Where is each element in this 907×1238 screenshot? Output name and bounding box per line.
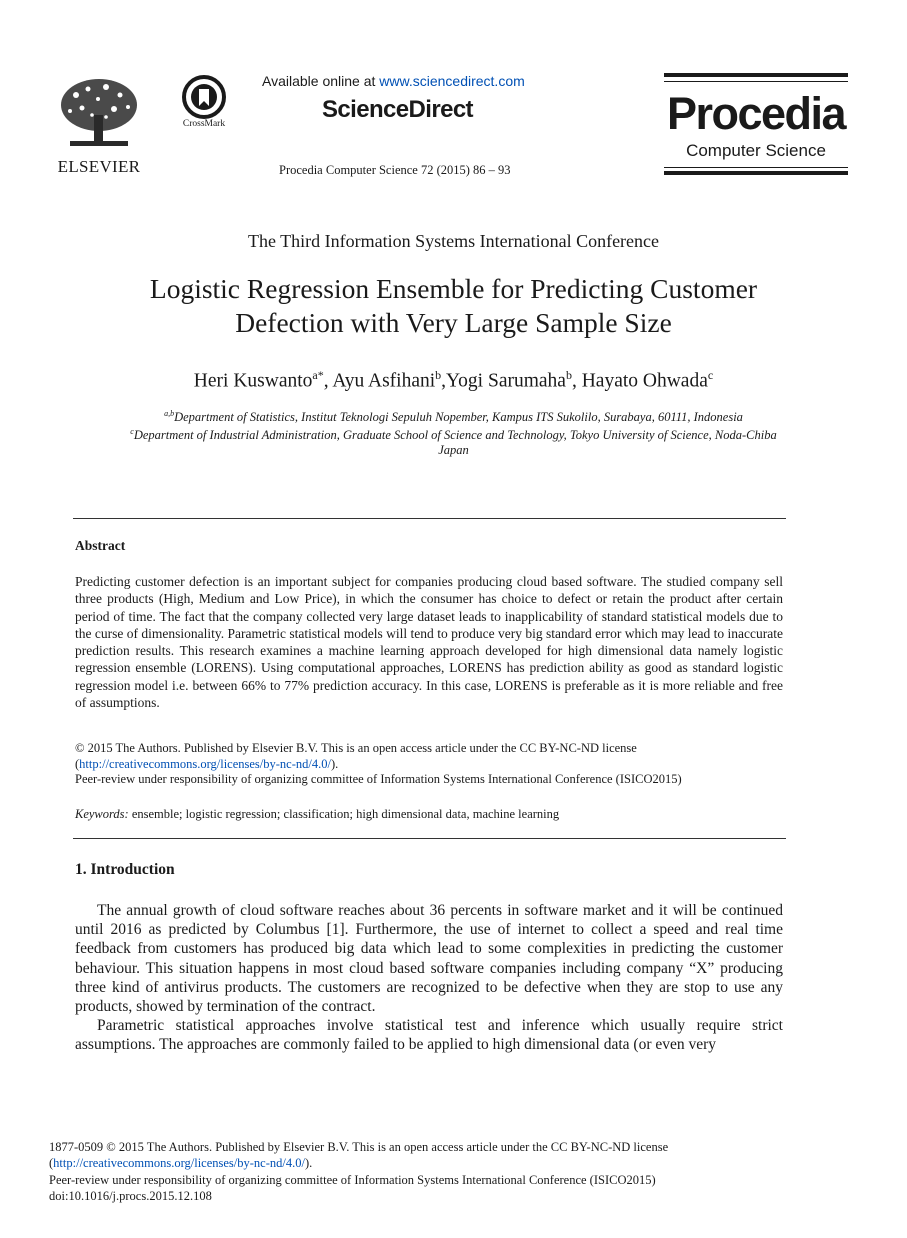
author-affiliation-mark: c — [707, 368, 714, 382]
section-heading-introduction: 1. Introduction — [75, 861, 175, 878]
crossmark-label: CrossMark — [182, 119, 226, 129]
copyright-license-line — [75, 757, 682, 773]
crossmark-icon — [182, 75, 226, 119]
crossmark-badge[interactable] — [176, 75, 232, 133]
author-name: Hayato Ohwada — [581, 370, 708, 392]
procedia-wordmark: Procedia — [666, 88, 846, 139]
paper-title — [0, 272, 907, 340]
author-name: Yogi Sarumaha — [446, 370, 566, 392]
page-footer — [49, 1139, 668, 1204]
author-separator: , — [323, 370, 333, 392]
title-line-1: Logistic Regression Ensemble for Predicting Customer — [149, 273, 758, 304]
procedia-rule-top-thick — [664, 73, 848, 77]
footer-license-link[interactable]: http://creativecommons.org/licenses/by-nc-nd/4.0/ — [53, 1156, 305, 1171]
author-separator: , — [571, 370, 582, 392]
abstract-text: Predicting customer defection is an important subject for companies producing cloud based software. The studied company sell three products (High, Medium and Low Price), in which the consumer has choice to defect or retain the product after certain period of time. The fact that the company collected very large dataset leads to inapplicability of standard statistical models due to the curse of dimensionality. Parametric statistical models will tend to produce very big standard error which may lead to inaccurate prediction results. This research examines a machine learning approach developed for high dimensional data namely logistic regression ensemble (LORENS). Using computational approaches, LORENS has prediction ability as good as standard logistic regression model i.e. between 66% to 77% prediction accuracy. In this case, LORENS is preferable as it is more reliable and free of assumptions. — [75, 574, 783, 711]
procedia-rule-bottom-thick — [664, 171, 848, 175]
paren-open: ( — [49, 1156, 54, 1171]
procedia-rule-bottom-thin — [664, 167, 848, 168]
keywords-text: ensemble; logistic regression; classification; high dimensional data, machine learning — [128, 807, 560, 821]
affiliation-country: Japan — [438, 443, 469, 457]
conference-name: The Third Information Systems International Conference — [247, 231, 660, 251]
paren-close: ). — [330, 756, 339, 771]
footer-license-line — [49, 1155, 668, 1171]
peer-review-line: Peer-review under responsibility of organizing committee of Information Systems International Conference (ISICO2015) — [75, 772, 682, 786]
publisher-name: ELSEVIER — [57, 157, 141, 176]
intro-paragraph-1: The annual growth of cloud software reaches about 36 percents in software market and it will be continued until 2016 as predicted by Columbus [1]. Furthermore, the use of internet to collect a speed and real time feedback from customers has produced big data which lead to some complexities in predicting the customer behaviour. This situation happens in most cloud based software companies including company “X” producing three kind of antivirus products. The customers are recognized to be defective when they are stop to use any products, showed by termination of the contract. — [75, 902, 783, 1016]
sciencedirect-link[interactable]: www.sciencedirect.com — [379, 73, 525, 89]
title-line-2: Defection with Very Large Sample Size — [235, 307, 672, 338]
abstract-heading: Abstract — [75, 538, 126, 553]
footer-doi: doi:10.1016/j.procs.2015.12.108 — [49, 1188, 212, 1203]
affiliation-c — [0, 427, 907, 443]
sciencedirect-wordmark: ScienceDirect — [322, 96, 473, 123]
procedia-subtitle: Computer Science — [686, 141, 826, 160]
intro-paragraph-2: Parametric statistical approaches involve statistical test and inference which usually require strict assumptions. The approaches are commonly failed to be applied to high dimensional data (or even very — [75, 1017, 783, 1054]
affiliation-mark: c — [130, 427, 134, 436]
procedia-logo — [664, 73, 848, 175]
license-link[interactable]: http://creativecommons.org/licenses/by-nc-nd/4.0/ — [79, 756, 331, 771]
elsevier-logo — [50, 75, 148, 175]
affiliation-text: Department of Statistics, Institut Teknologi Sepuluh Nopember, Kampus ITS Sukolilo, Surabaya, 60111, Indonesia — [174, 410, 743, 425]
divider-bottom — [73, 838, 786, 839]
author-list — [0, 368, 907, 393]
paren-close: ). — [304, 1156, 313, 1171]
available-prefix: Available online at — [262, 73, 380, 89]
keywords — [75, 807, 559, 822]
elsevier-tree-icon — [56, 75, 142, 153]
footer-peer-review: Peer-review under responsibility of organizing committee of Information Systems International Conference (ISICO2015) — [49, 1172, 656, 1187]
author-affiliation-mark: a* — [312, 368, 324, 382]
paren-open: ( — [75, 756, 80, 771]
affiliation-ab — [0, 409, 907, 425]
procedia-rule-top-thin — [664, 81, 848, 82]
journal-reference: Procedia Computer Science 72 (2015) 86 – 93 — [279, 163, 511, 177]
copyright-notice — [75, 741, 682, 788]
affiliation-text: Department of Industrial Administration, Graduate School of Science and Technology, Tokyo University of Science, Noda-Chiba — [133, 428, 777, 443]
author-affiliation-mark: b — [435, 368, 442, 382]
available-online — [262, 73, 525, 89]
author-name: Ayu Asfihani — [332, 370, 436, 392]
copyright-line: © 2015 The Authors. Published by Elsevier B.V. This is an open access article under the CC BY-NC-ND license — [75, 741, 637, 755]
author-name: Heri Kuswanto — [193, 370, 313, 392]
keywords-label: Keywords: — [75, 807, 129, 821]
author-separator: , — [441, 370, 447, 392]
footer-copyright: 1877-0509 © 2015 The Authors. Published by Elsevier B.V. This is an open access article under the CC BY-NC-ND license — [49, 1140, 669, 1154]
divider-top — [73, 518, 786, 519]
author-affiliation-mark: b — [565, 368, 572, 382]
affiliation-mark: a,b — [164, 409, 175, 418]
